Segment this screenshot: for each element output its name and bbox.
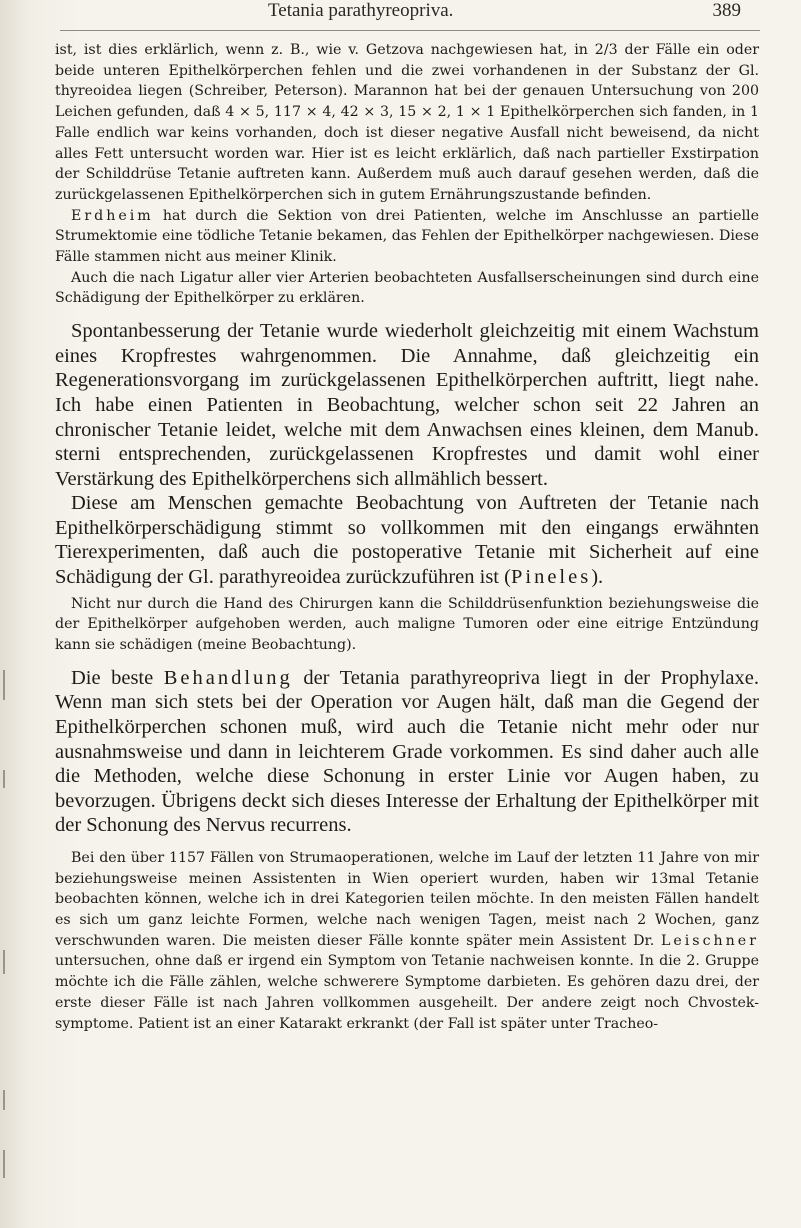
edge-mark [3, 1090, 5, 1110]
author-leischner: Leischner [660, 932, 759, 949]
author-pineles: Pineles [510, 566, 592, 589]
edge-mark [3, 670, 5, 700]
header-rule [60, 30, 760, 31]
paragraph-6: Nicht nur durch die Hand des Chirurgen kann die Schilddrüsenfunktion beziehungsweise die der Epithelkörper aufgehoben werden, auch maligne Tumoren oder eine eitrige Entzündung kann sie schädigen (meine Beobachtung). [55, 595, 759, 654]
paragraph-8-before: Bei den über 1157 Fällen von Strumaoperationen, welche im Lauf der letzten 11 Jahre von mir beziehungsweise meinen Assistenten in Wien operiert wurden, haben wir 13mal Tetanie beobachten können, welche ich in drei Kategorien teilen möchte. In den meisten Fällen handelt es sich um ganz leichte Formen, welche nach wenigen Tagen, meist nach 2 Wochen, ganz verschwunden waren. Die meisten dieser Fälle konnte später mein Assistent Dr. [55, 849, 759, 949]
paragraph-8 [55, 848, 759, 1034]
edge-mark [3, 950, 5, 974]
paragraph-8-after: untersuchen, ohne daß er irgend ein Symptom von Tetanie nachweisen konnte. In die 2. Gruppe möchte ich die Fälle zählen, welche schwerere Symptome darbieten. Es gehören dazu drei, der erste dieser Fälle ist nach Jahren vollkommen ausgeheilt. Der andere zeigt noch Chvostek-symptome. Patient ist an einer Katarakt erkrankt (der Fall ist später unter Tracheo- [55, 953, 759, 1032]
paragraph-5-text: Diese am Menschen gemachte Beobachtung von Auftreten der Tetanie nach Epithelkörperschädigung stimmt so vollkommen mit den eingangs erwähnten Tierexperimenten, daß auch die postoperative Tetanie mit Sicherheit auf eine Schädigung der Gl. parathyreoidea zurückzuführen ist ( [55, 492, 759, 589]
running-title: Tetania parathyreopriva. [268, 0, 454, 21]
paragraph-7-after: der Tetania parathyreopriva liegt in der Prophylaxe. Wenn man sich stets bei der Operation vor Augen hält, daß man die Gegend der Epithelkörperchen schonen muß, wird auch die Tetanie nicht mehr oder nur ausnahmsweise und dann in leichterem Grade vorkommen. Es sind daher auch alle die Methoden, welche diese Schonung in erster Linie vor Augen haben, zu bevorzugen. Übrigens deckt sich dieses Interesse der Erhaltung der Epithelkörper mit der Schonung des Nervus recurrens. [55, 666, 759, 837]
paragraph-1: ist, ist dies erklärlich, wenn z. B., wie v. Getzova nachgewiesen hat, in 2/3 der Fälle ein oder beide unteren Epithelkörperchen fehlen und die zwei vorhandenen in der Substanz der Gl. thyreoidea liegen (Schreiber, Peterson). Marannon hat bei der genauen Untersuchung von 200 Leichen gefunden, daß 4 × 5, 117 × 4, 42 × 3, 15 × 2, 1 × 1 Epithelkörperchen sich fanden, in 1 Falle endlich war keins vorhanden, doch ist dieser negative Ausfall nicht beweisend, da nicht alles Fett untersucht worden war. Hier ist es leicht erklärlich, daß nach partieller Exstirpation der Schilddrüse Tetanie auftreten kann. Außerdem muß auch darauf gesehen werden, daß die zurückgelassenen Epithelkörperchen sich in gutem Ernährungszustande befinden. [55, 42, 759, 203]
page-header [0, 0, 801, 32]
paragraph-5-end: ). [591, 566, 604, 589]
author-erdheim: Erdheim [71, 207, 154, 224]
paragraph-7-before: Die beste [71, 666, 164, 689]
paragraph-4: Spontanbesserung der Tetanie wurde wiederholt gleichzeitig mit einem Wachstum eines Kropfrestes wahrgenommen. Die Annahme, daß gleichzeitig ein Regenerationsvorgang im zurückgelassenen Epithelkörperchen auftritt, liegt nahe. Ich habe einen Patienten in Beobachtung, welcher schon seit 22 Jahren an chronischer Tetanie leidet, welche mit dem Anwachsen eines kleinen, dem Manub. sterni entsprechenden, zurückgelassenen Kropfrestes und damit wohl einer Verstärkung des Epithelkörperchens sich allmählich bessert. [55, 320, 759, 490]
paragraph-3: Auch die nach Ligatur aller vier Arterien beobachteten Ausfallserscheinungen sind durch eine Schädigung der Epithelkörper zu erklären. [55, 269, 759, 307]
paragraph-2 [55, 206, 759, 268]
paragraph-2-text: hat durch die Sektion von drei Patienten, welche im Anschlusse an partielle Strumektomie eine tödliche Tetanie bekamen, das Fehlen der Epithelkörper nachgewiesen. Diese Fälle stammen nicht aus meiner Klinik. [55, 207, 759, 266]
edge-mark [3, 770, 5, 788]
paragraph-7 [55, 666, 759, 838]
page-number: 389 [712, 0, 741, 21]
body-text [55, 40, 759, 1034]
keyword-behandlung: Behandlung [163, 666, 293, 689]
paragraph-5 [55, 491, 759, 589]
binding-edge-marks [0, 650, 12, 1210]
edge-mark [3, 1150, 5, 1178]
